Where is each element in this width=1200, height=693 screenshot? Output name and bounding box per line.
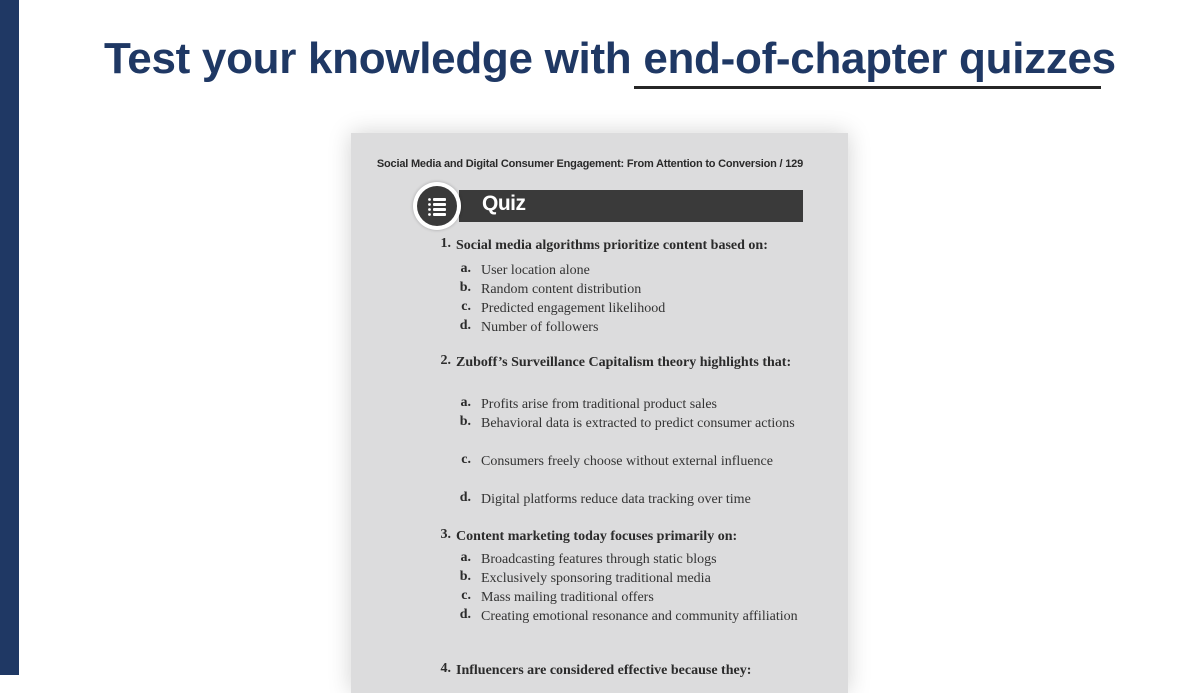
question-text: Content marketing today focuses primarily on: xyxy=(456,529,738,544)
list-icon xyxy=(413,182,461,230)
option-letter: b. xyxy=(459,280,471,295)
option-text: Mass mailing traditional offers xyxy=(481,590,654,605)
option-letter: a. xyxy=(460,261,471,276)
option-letter: d. xyxy=(459,490,471,505)
option-text: Predicted engagement likelihood xyxy=(481,301,666,316)
option-text: Number of followers xyxy=(481,320,599,335)
option-letter: c. xyxy=(461,452,471,467)
question-text: Influencers are considered effective because they: xyxy=(456,663,752,678)
question-number: 1. xyxy=(440,236,451,251)
option-letter: c. xyxy=(461,588,471,603)
option-letter: a. xyxy=(460,550,471,565)
option-text: Random content distribution xyxy=(481,282,642,297)
slide-title xyxy=(104,34,1116,84)
title-underline xyxy=(634,86,1101,89)
question-text: Zuboff’s Surveillance Capitalism theory highlights that: xyxy=(456,355,792,370)
option-letter: d. xyxy=(459,318,471,333)
option-text: Digital platforms reduce data tracking over time xyxy=(481,492,751,507)
question-number: 4. xyxy=(440,661,451,676)
option-letter: a. xyxy=(460,395,471,410)
option-letter: b. xyxy=(459,414,471,429)
option-letter: b. xyxy=(459,569,471,584)
option-text: Behavioral data is extracted to predict consumer actions xyxy=(481,416,795,431)
left-accent-bar xyxy=(0,0,19,675)
option-text: Profits arise from traditional product sales xyxy=(481,397,717,412)
option-letter: c. xyxy=(461,299,471,314)
slide-title-highlight: end-of-chapter quizzes xyxy=(643,34,1116,83)
question-number: 2. xyxy=(440,353,451,368)
option-text: Exclusively sponsoring traditional media xyxy=(481,571,711,586)
quiz-title: Quiz xyxy=(482,192,526,215)
option-text: Broadcasting features through static blogs xyxy=(481,552,717,567)
option-letter: d. xyxy=(459,607,471,622)
slide-title-prefix: Test your knowledge with xyxy=(104,34,644,83)
option-text: Consumers freely choose without external influence xyxy=(481,454,773,469)
option-text: Creating emotional resonance and community affiliation xyxy=(481,609,798,624)
running-head: Social Media and Digital Consumer Engagement: From Attention to Conversion / 129 xyxy=(376,158,803,170)
book-page xyxy=(351,133,848,693)
option-text: User location alone xyxy=(481,263,590,278)
question-number: 3. xyxy=(440,527,451,542)
question-text: Social media algorithms prioritize content based on: xyxy=(456,238,768,253)
